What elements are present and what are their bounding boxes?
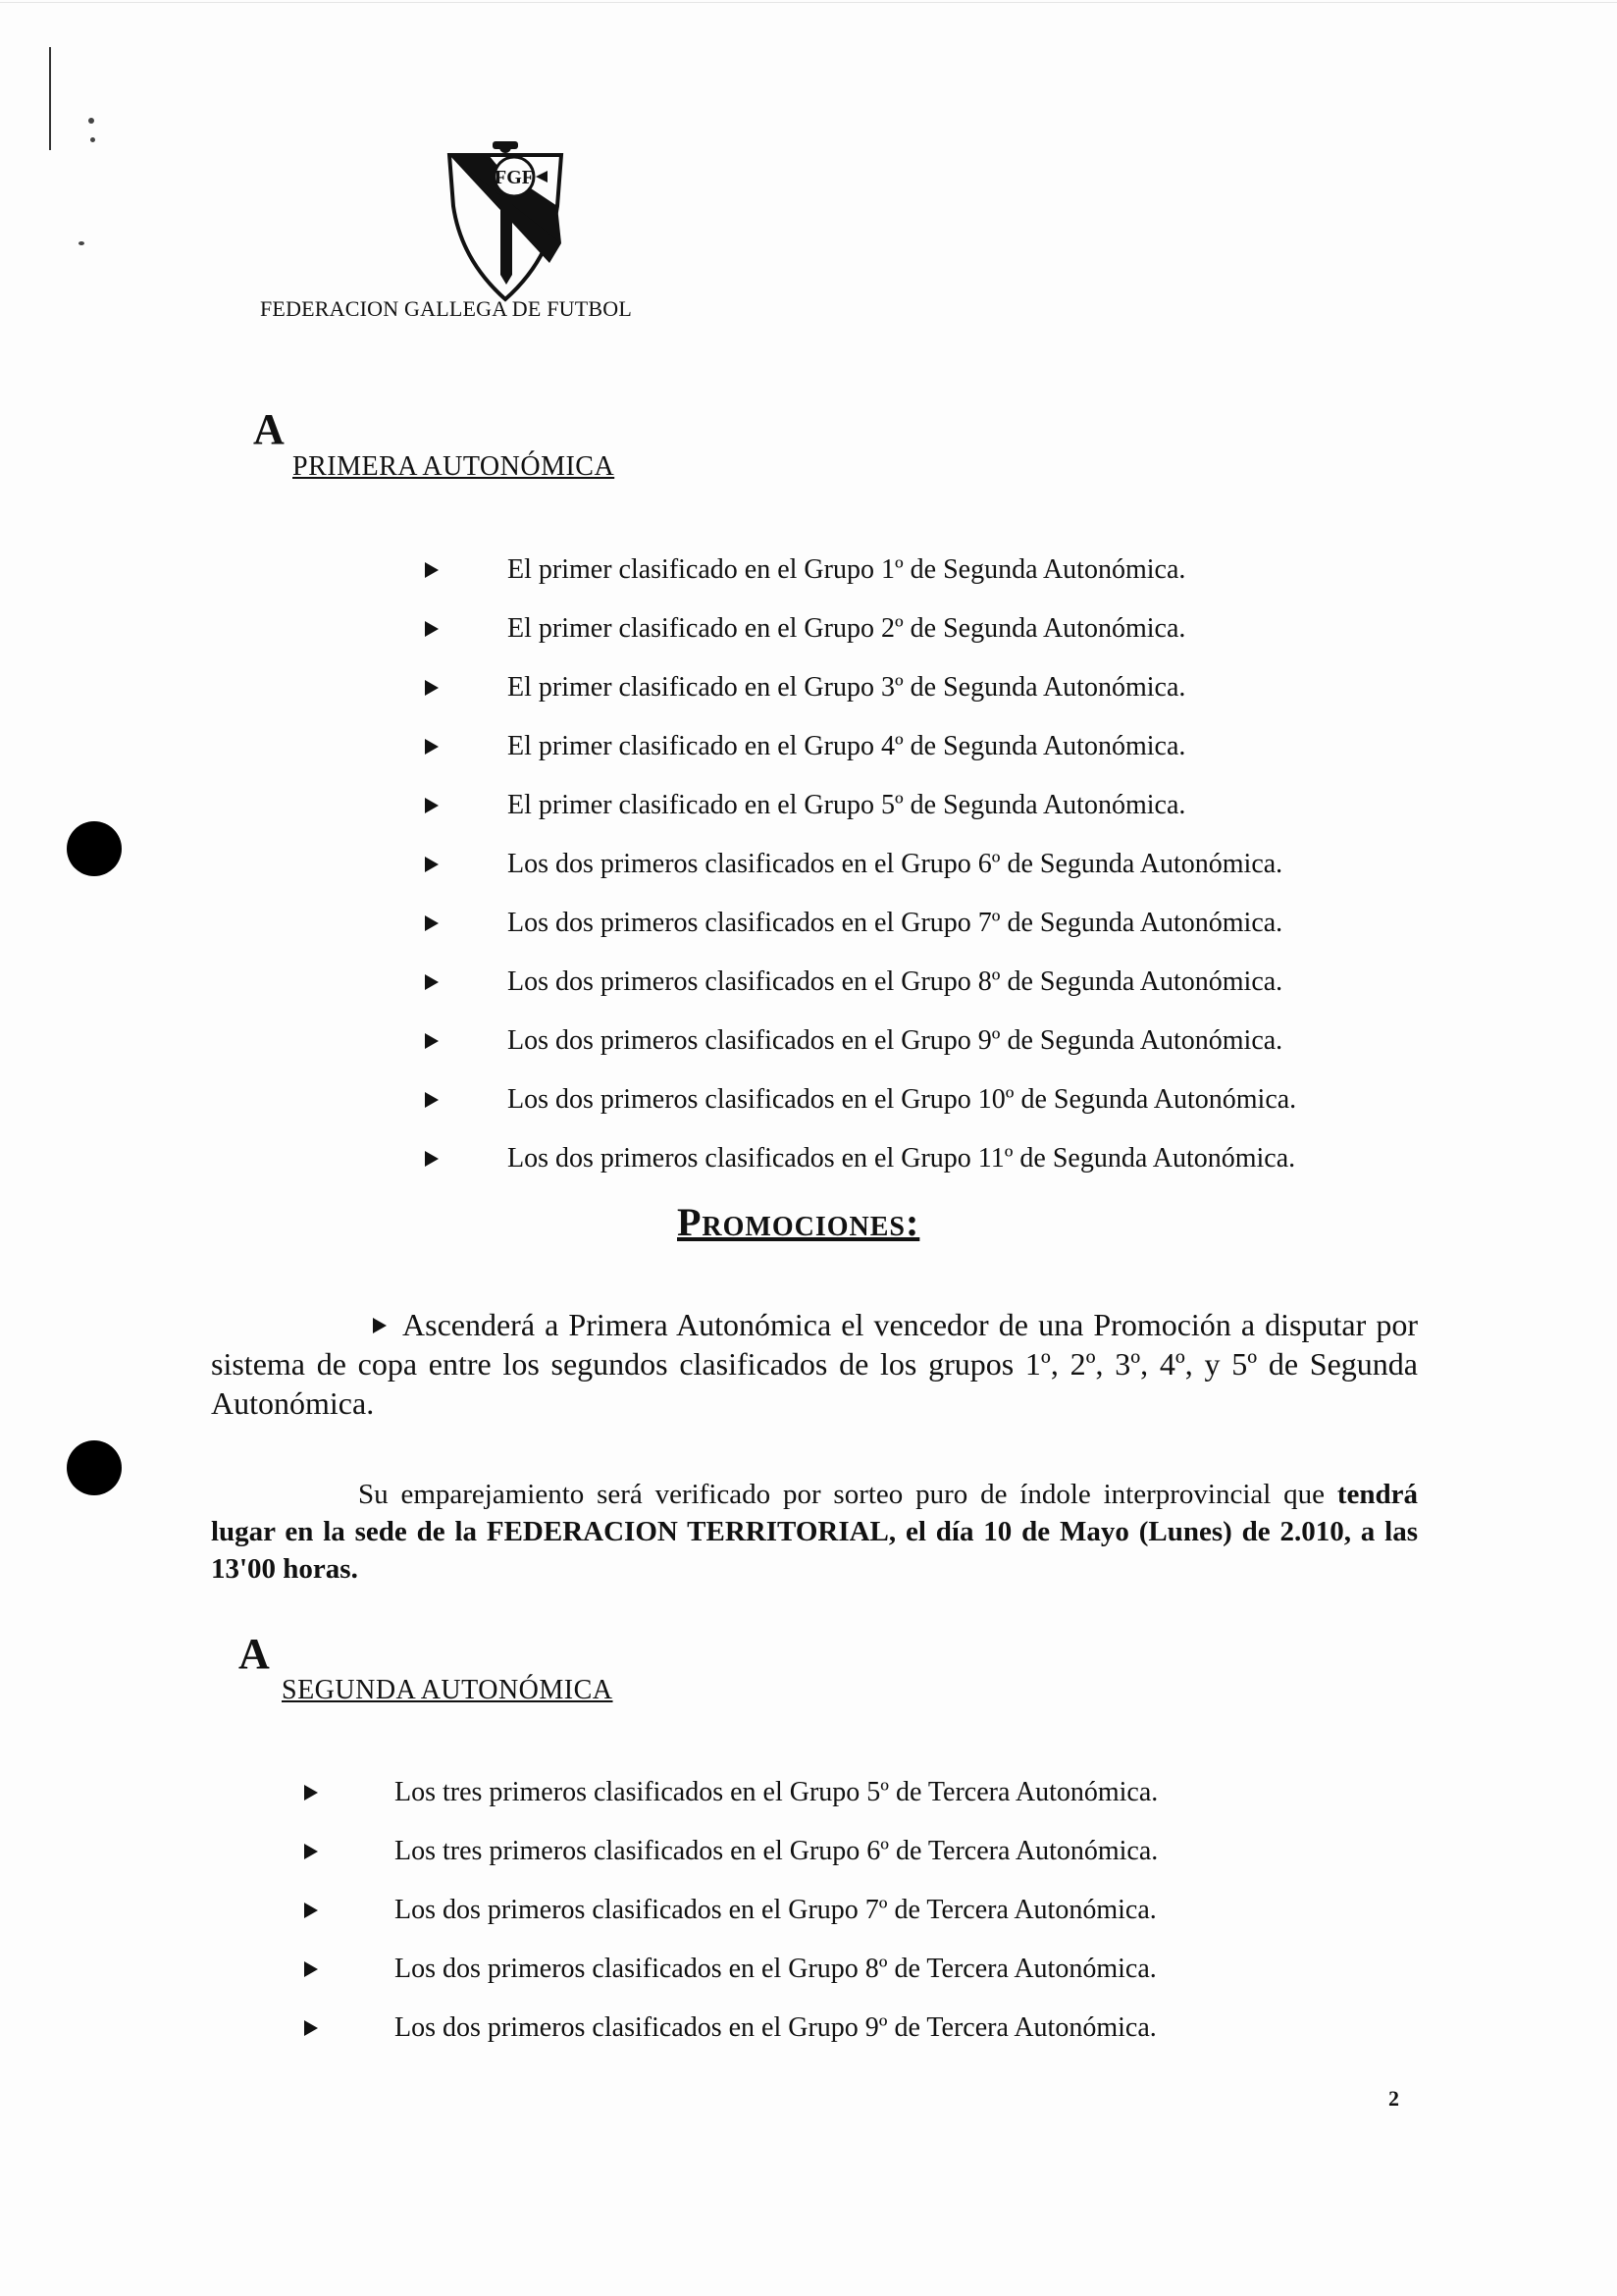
arrow-bullet-icon xyxy=(425,562,439,578)
punch-hole xyxy=(67,1440,122,1495)
list-item xyxy=(425,894,1296,953)
arrow-bullet-icon xyxy=(425,915,439,931)
arrow-bullet-icon xyxy=(304,1785,318,1800)
federation-name: FEDERACION GALLEGA DE FUTBOL xyxy=(260,296,632,321)
primera-qualifiers-list xyxy=(425,541,1296,1188)
arrow-bullet-icon xyxy=(304,2020,318,2036)
list-item xyxy=(304,1940,1158,1999)
list-item-text: Los dos primeros clasificados en el Grupo 7º de Tercera Autonómica. xyxy=(394,1895,1157,1925)
list-item xyxy=(304,1822,1158,1881)
list-item xyxy=(425,835,1296,894)
draw-paragraph-intro: Su emparejamiento será verificado por sorteo puro de índole interprovincial que xyxy=(358,1479,1325,1510)
list-item-text: Los dos primeros clasificados en el Grupo 11º de Segunda Autonómica. xyxy=(507,1143,1296,1174)
page-top-edge xyxy=(0,2,1617,3)
margin-mark xyxy=(49,47,51,150)
arrow-bullet-icon xyxy=(425,1033,439,1049)
list-item-text: El primer clasificado en el Grupo 5º de Segunda Autonómica. xyxy=(507,790,1186,820)
list-item xyxy=(304,1881,1158,1940)
list-item xyxy=(425,776,1296,835)
list-item xyxy=(425,658,1296,717)
draw-paragraph-bold: tendrá lugar en la sede de la FEDERACION TERRITORIAL, el día 10 de Mayo (Lunes) de 2.010, a las 13'00 horas. xyxy=(211,1479,1418,1585)
list-item xyxy=(425,600,1296,658)
section-letter-primera: A xyxy=(253,405,285,453)
section-letter-segunda: A xyxy=(238,1630,270,1678)
list-item-text: El primer clasificado en el Grupo 4º de Segunda Autonómica. xyxy=(507,731,1186,761)
scan-speck xyxy=(78,241,84,245)
arrow-bullet-icon xyxy=(304,1844,318,1859)
arrow-bullet-icon xyxy=(425,857,439,872)
federation-crest-logo xyxy=(442,137,569,304)
list-item xyxy=(425,717,1296,776)
section-title-primera: PRIMERA AUTONÓMICA xyxy=(292,451,615,482)
arrow-bullet-icon xyxy=(425,974,439,990)
list-item-text: Los dos primeros clasificados en el Grupo 9º de Tercera Autonómica. xyxy=(394,2012,1157,2043)
arrow-bullet-icon xyxy=(425,1151,439,1167)
arrow-bullet-icon xyxy=(425,798,439,813)
scan-speck xyxy=(90,137,95,142)
section-title-segunda: SEGUNDA AUTONÓMICA xyxy=(282,1675,613,1705)
arrow-bullet-icon xyxy=(425,1092,439,1108)
list-item-text: Los dos primeros clasificados en el Grupo 9º de Segunda Autonómica. xyxy=(507,1025,1283,1056)
list-item-text: El primer clasificado en el Grupo 2º de Segunda Autonómica. xyxy=(507,613,1186,644)
promotion-paragraph-text: Ascenderá a Primera Autonómica el vencedor de una Promoción a disputar por sistema de copa entre los segundos clasificados de los grupos 1º, 2º, 3º, 4º, y 5º de Segunda Autonómica. xyxy=(211,1307,1418,1421)
list-item-text: Los dos primeros clasificados en el Grupo 10º de Segunda Autonómica. xyxy=(507,1084,1297,1115)
punch-hole xyxy=(67,821,122,876)
list-item xyxy=(304,1763,1158,1822)
list-item xyxy=(425,541,1296,600)
list-item xyxy=(304,1999,1158,2058)
list-item-text: El primer clasificado en el Grupo 1º de Segunda Autonómica. xyxy=(507,554,1186,585)
list-item-text: Los dos primeros clasificados en el Grupo 8º de Tercera Autonómica. xyxy=(394,1954,1157,1984)
arrow-bullet-icon xyxy=(425,621,439,637)
arrow-bullet-icon xyxy=(425,680,439,696)
list-item xyxy=(425,1070,1296,1129)
list-item-text: Los tres primeros clasificados en el Grupo 5º de Tercera Autonómica. xyxy=(394,1777,1159,1807)
arrow-bullet-icon xyxy=(425,739,439,755)
list-item xyxy=(425,1129,1296,1188)
list-item-text: Los tres primeros clasificados en el Grupo 6º de Tercera Autonómica. xyxy=(394,1836,1159,1866)
list-item xyxy=(425,1012,1296,1070)
draw-paragraph xyxy=(211,1476,1418,1588)
segunda-qualifiers-list xyxy=(304,1763,1158,2058)
promotion-paragraph xyxy=(211,1305,1418,1423)
list-item-text: Los dos primeros clasificados en el Grupo 7º de Segunda Autonómica. xyxy=(507,908,1283,938)
list-item-text: Los dos primeros clasificados en el Grupo 8º de Segunda Autonómica. xyxy=(507,966,1283,997)
logo-initials: FGF xyxy=(495,167,534,188)
list-item-text: Los dos primeros clasificados en el Grupo 6º de Segunda Autonómica. xyxy=(507,849,1283,879)
list-item xyxy=(425,953,1296,1012)
list-item-text: El primer clasificado en el Grupo 3º de Segunda Autonómica. xyxy=(507,672,1186,703)
arrow-bullet-icon xyxy=(373,1318,387,1333)
arrow-bullet-icon xyxy=(304,1903,318,1918)
promociones-title: Promociones: xyxy=(677,1200,920,1244)
scan-speck xyxy=(88,118,94,124)
arrow-bullet-icon xyxy=(304,1961,318,1977)
page-number: 2 xyxy=(1388,2086,1399,2111)
